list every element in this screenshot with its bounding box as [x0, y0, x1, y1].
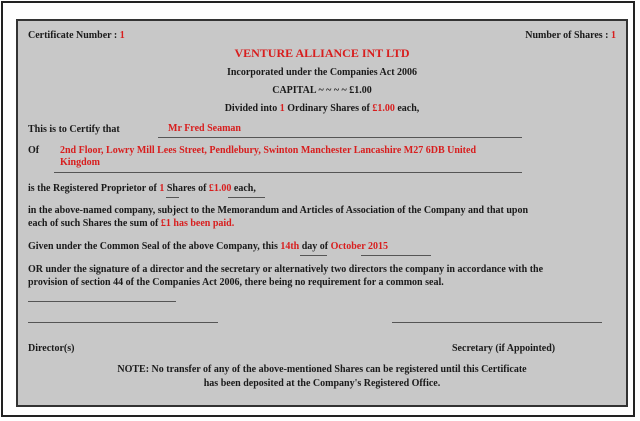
- divided-text: each,: [397, 103, 420, 114]
- secretary-signature-line: [392, 322, 602, 323]
- of-label: Of: [28, 145, 40, 156]
- given-month-underline: [361, 255, 431, 256]
- registered-count-underline: [166, 197, 179, 198]
- address-line-2: Kingdom: [60, 157, 101, 168]
- registered-value: £1.00: [208, 183, 232, 194]
- registered-value-underline: [228, 197, 265, 198]
- certify-label: This is to Certify that: [28, 124, 120, 135]
- note-line-1: NOTE: No transfer of any of the above-mentioned Shares can be registered until this Certificate: [117, 364, 527, 375]
- given-text: day of: [301, 241, 329, 252]
- certificate-number-value: 1: [119, 30, 125, 41]
- number-of-shares-label: Number of Shares :: [525, 30, 609, 41]
- holder-name-underline: [158, 137, 522, 138]
- divided-count: 1: [279, 103, 285, 114]
- given-line: [28, 241, 388, 252]
- registered-text: each,: [233, 183, 256, 194]
- certificate-number-label: Certificate Number :: [28, 30, 118, 41]
- memorandum-line-2: [28, 218, 234, 229]
- or-line-1: OR under the signature of a director and the secretary or alternatively two directors the company in accordance with the: [28, 264, 544, 275]
- number-of-shares: [525, 30, 616, 41]
- director-signature-line: [28, 322, 218, 323]
- share-certificate: [16, 19, 628, 407]
- registered-text: Shares of: [166, 183, 207, 194]
- or-line-2: provision of section 44 of the Companies Act 2006, there being no requirement for a common seal.: [28, 277, 444, 288]
- secretary-label: Secretary (if Appointed): [452, 343, 556, 354]
- memorandum-text: each of such Shares the sum of: [28, 218, 159, 229]
- number-of-shares-value: 1: [611, 30, 616, 41]
- divided-text: Divided into: [224, 103, 278, 114]
- capital-line: CAPITAL ~ ~ ~ ~ £1.00: [272, 85, 372, 96]
- incorporation-line: Incorporated under the Companies Act 2006: [226, 67, 418, 78]
- directors-label: Director(s): [28, 343, 75, 354]
- registered-count: 1: [159, 183, 165, 194]
- given-day: 14th: [280, 241, 300, 252]
- seal-signature-line: [28, 301, 176, 302]
- registered-text: is the Registered Proprietor of: [28, 183, 157, 194]
- holder-name: Mr Fred Seaman: [168, 123, 241, 134]
- amount-paid: £1 has been paid.: [160, 218, 235, 229]
- given-text: Given under the Common Seal of the above Company, this: [28, 241, 278, 252]
- given-day-underline: [300, 255, 327, 256]
- memorandum-line-1: in the above-named company, subject to the Memorandum and Articles of Association of the Company and that upon: [28, 205, 529, 216]
- page-frame: [1, 1, 635, 417]
- registered-line: [28, 183, 256, 194]
- divided-line: [18, 103, 626, 114]
- given-month: October 2015: [330, 241, 388, 252]
- company-name: VENTURE ALLIANCE INT LTD: [234, 46, 410, 60]
- note-line-2: has been deposited at the Company's Registered Office.: [203, 378, 441, 389]
- address-underline: [54, 172, 522, 173]
- certificate-number: [28, 30, 125, 41]
- address-line-1: 2nd Floor, Lowry Mill Lees Street, Pendlebury, Swinton Manchester Lancashire M27 6DB United: [60, 145, 477, 156]
- divided-value: £1.00: [372, 103, 395, 114]
- divided-text: Ordinary Shares of: [287, 103, 370, 114]
